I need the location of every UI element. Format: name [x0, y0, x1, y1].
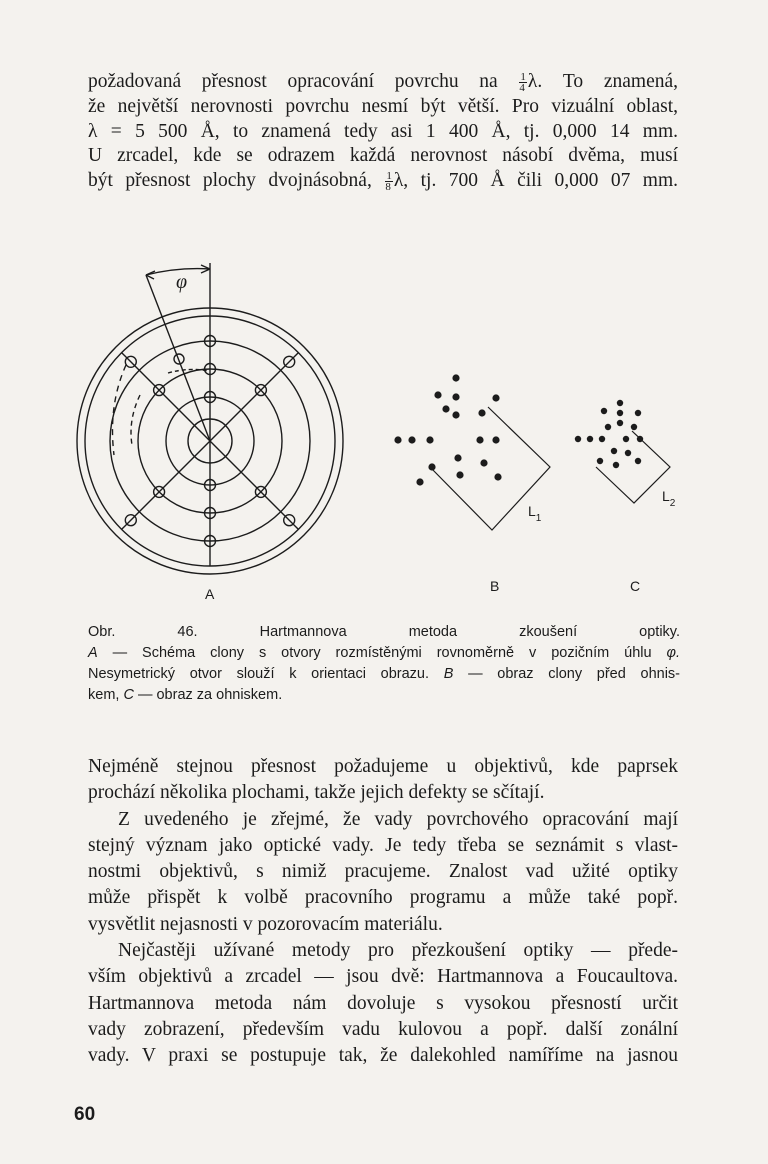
label-a: A	[205, 586, 215, 602]
spot	[408, 436, 415, 443]
label-l2: $L_2$	[662, 488, 676, 509]
text-line: λ = 5 500 Å, to znamená tedy asi 1 400 Å, tj. 0,000 14 mm.	[88, 120, 678, 142]
label-l1: $L_1$	[528, 503, 542, 524]
spot	[476, 436, 483, 443]
diaphragm-scheme-a	[77, 263, 343, 574]
spot	[611, 448, 617, 454]
spot	[492, 436, 499, 443]
paragraph-bottom	[88, 754, 678, 1070]
phi-label: φ	[176, 271, 188, 293]
text-line: Hartmannova metoda nám dovoluje s vysokou přesností určit	[88, 992, 678, 1014]
spot	[452, 411, 459, 418]
text-line: Z uvedeného je zřejmé, že vady povrchového opracování mají	[118, 808, 678, 830]
spot	[597, 458, 603, 464]
phi-angle-line	[146, 275, 210, 441]
spot	[617, 400, 623, 406]
text-line: Nejméně stejnou přesnost požadujeme u objektivů, kde paprsek	[88, 756, 678, 777]
caption-line: kem, C — obraz za ohniskem.	[88, 687, 283, 703]
spot	[587, 436, 593, 442]
spot	[605, 424, 611, 430]
caption-line: Obr. 46. Hartmannova metoda zkoušení optiky.	[88, 624, 680, 640]
spot	[494, 473, 501, 480]
spot	[601, 408, 607, 414]
spot	[478, 409, 485, 416]
label-c: C	[630, 578, 641, 594]
label-b: B	[490, 578, 500, 594]
caption-line: A — Schéma clony s otvory rozmístěnými rovnoměrně v pozičním úhlu φ.	[88, 645, 680, 661]
text-line: vady. V praxi se postupuje tak, že dalekohled namíříme na jasnou	[88, 1045, 678, 1067]
spot	[623, 436, 629, 442]
spot	[416, 478, 423, 485]
spot	[480, 459, 487, 466]
spot	[599, 436, 605, 442]
fraction-one-eighth: $\frac{1}{8}$	[385, 170, 392, 194]
text-line: být přesnost plochy dvojnásobná, $\frac{1}{8}$ λ, tj. 700 Å čili 0,000 07 mm.	[88, 170, 678, 194]
text-line: U zrcadel, kde se odrazem každá nerovnost násobí dvěma, musí	[88, 145, 678, 167]
caption-line: Nesymetrický otvor slouží k orientaci obrazu. B — obraz clony před ohnis-	[88, 666, 680, 682]
spot	[452, 374, 459, 381]
spot	[442, 405, 449, 412]
spot	[452, 393, 459, 400]
spot	[426, 436, 433, 443]
spot	[492, 394, 499, 401]
figure-46	[60, 255, 700, 615]
text-line: že největší nerovnosti povrchu nesmí být větší. Pro vizuální oblast,	[88, 95, 678, 117]
text-line: vysvětlit nejasnosti v pozorovacím materiálu.	[88, 913, 443, 935]
spot	[635, 458, 641, 464]
image-before-focus-b	[394, 374, 501, 485]
text-line: stejný význam jako optické vady. Je tedy třeba se seznámit s vlast-	[88, 834, 678, 856]
text-line: nostmi objektivů, s nimiž pracujeme. Znalost vad užité optiky	[88, 861, 678, 883]
text-line: prochází několika plochami, takže jejich defekty se sčítají.	[88, 782, 545, 804]
spot	[617, 420, 623, 426]
fraction-one-quarter: $\frac{1}{4}$	[519, 71, 526, 95]
l2-dimension-line	[596, 431, 670, 503]
spot	[625, 450, 631, 456]
text-line: vady zobrazení, především vadu kulovou a popř. další zonální	[88, 1018, 678, 1040]
hartmann-diagram	[60, 255, 700, 615]
spot	[575, 436, 581, 442]
spot	[613, 462, 619, 468]
spot	[454, 454, 461, 461]
text-line: Nejčastěji užívané metody pro přezkoušení optiky — přede-	[118, 940, 678, 962]
text-line: může přispět k volbě pracovního programu a může také popř.	[88, 887, 678, 909]
image-after-focus-c	[575, 400, 643, 468]
figure-caption	[88, 622, 680, 706]
paragraph-top	[88, 70, 678, 194]
text-line: požadovaná přesnost opracování povrchu na $\frac{1}{4}$ λ. To znamená,	[88, 71, 679, 95]
page-number: 60	[74, 1104, 96, 1125]
spot	[631, 424, 637, 430]
spot	[456, 471, 463, 478]
spot	[617, 410, 623, 416]
spot	[635, 410, 641, 416]
text-line: vším objektivů a zrcadel — jsou dvě: Hartmannova a Foucaultova.	[88, 966, 678, 988]
spot	[434, 391, 441, 398]
spot	[394, 436, 401, 443]
